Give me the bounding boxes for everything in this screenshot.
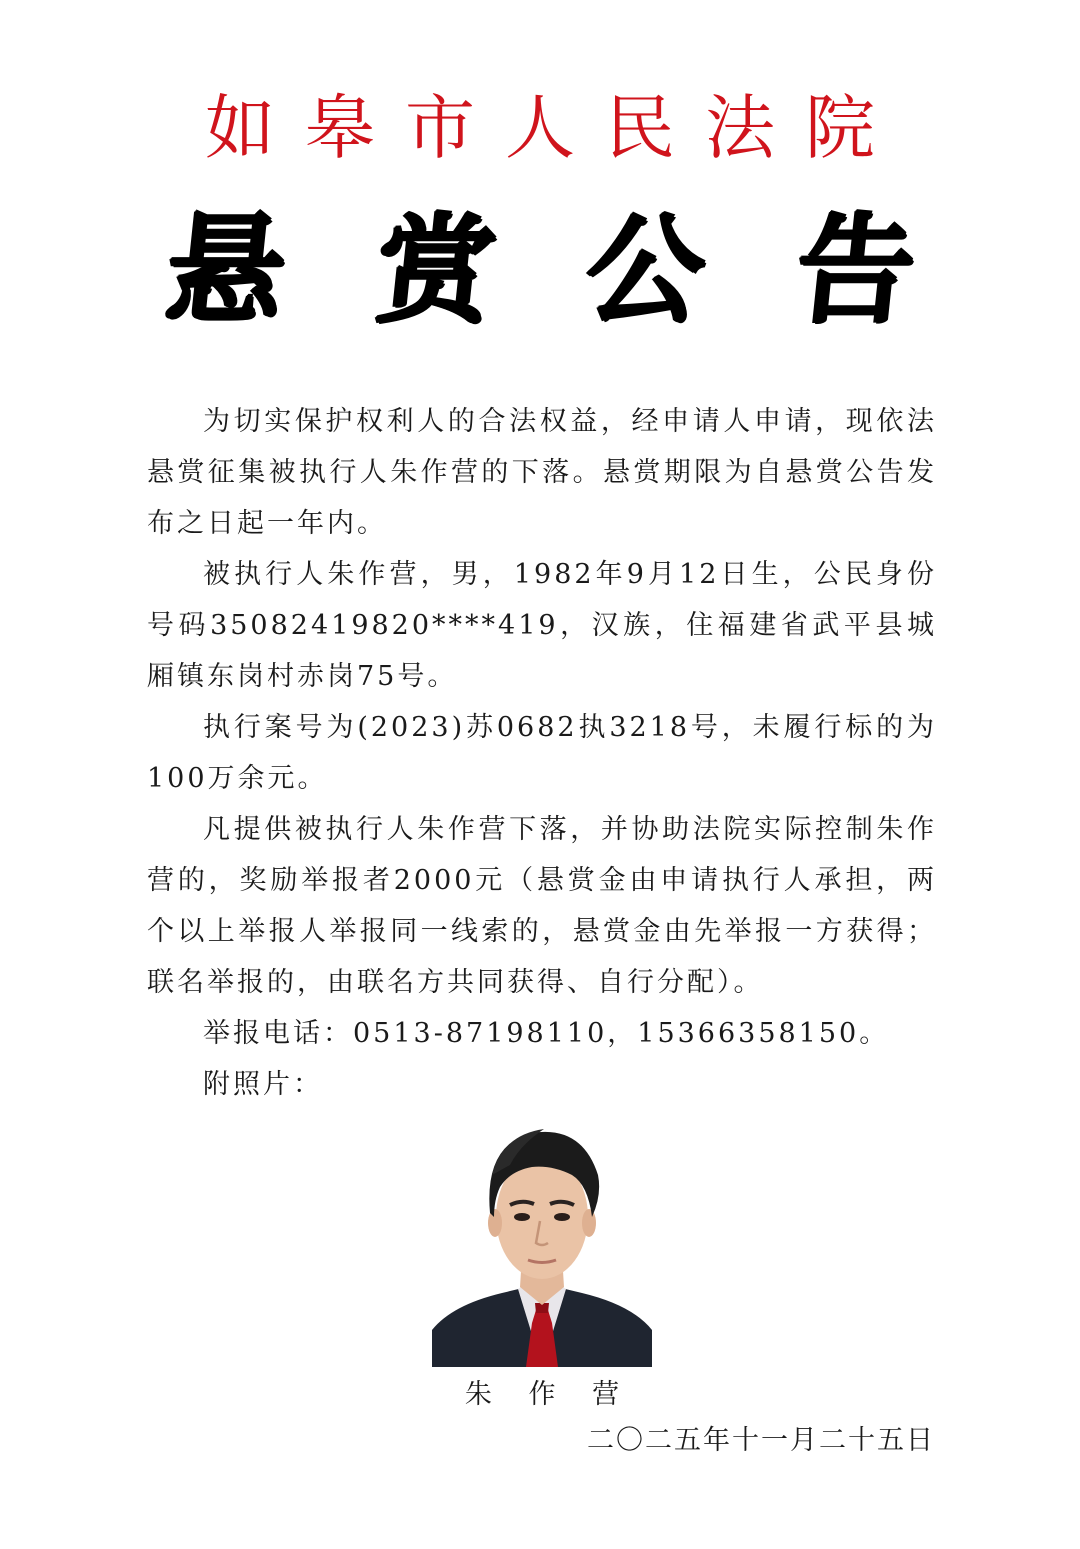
paragraph-purpose: 为切实保护权利人的合法权益，经申请人申请，现依法悬赏征集被执行人朱作营的下落。悬赏期限为自悬赏公告发布之日起一年内。 xyxy=(147,406,937,539)
person-photo xyxy=(432,1105,652,1367)
paragraph-photo-label: 附照片： xyxy=(203,1069,323,1100)
notice-title-char-4: 告 xyxy=(788,201,922,339)
notice-title xyxy=(0,200,1080,340)
paragraph-report-phone: 举报电话：0513-87198110，15366358150。 xyxy=(203,1018,890,1049)
portrait-illustration xyxy=(432,1105,652,1367)
paragraph-person-info: 被执行人朱作营，男，1982年9月12日生，公民身份号码35082419820****419，汉族，住福建省武平县城厢镇东岗村赤岗75号。 xyxy=(147,559,937,692)
court-name: 如皋市人民法院 xyxy=(205,87,905,169)
photo-caption: 朱 作 营 xyxy=(464,1379,634,1410)
notice-title-char-2: 赏 xyxy=(368,201,502,339)
paragraph-reward: 凡提供被执行人朱作营下落，并协助法院实际控制朱作营的，奖励举报者2000元（悬赏金由申请执行人承担，两个以上举报人举报同一线索的，悬赏金由先举报一方获得；联名举报的，由联名方共同获得、自行分配）。 xyxy=(147,814,937,998)
notice-title-char-1: 悬 xyxy=(158,201,292,339)
paragraph-case-number: 执行案号为(2023)苏0682执3218号，未履行标的为100万余元。 xyxy=(147,712,937,794)
notice-date: 二〇二五年十一月二十五日 xyxy=(587,1425,935,1456)
notice-title-char-3: 公 xyxy=(578,201,712,339)
notice-body xyxy=(147,396,937,1110)
